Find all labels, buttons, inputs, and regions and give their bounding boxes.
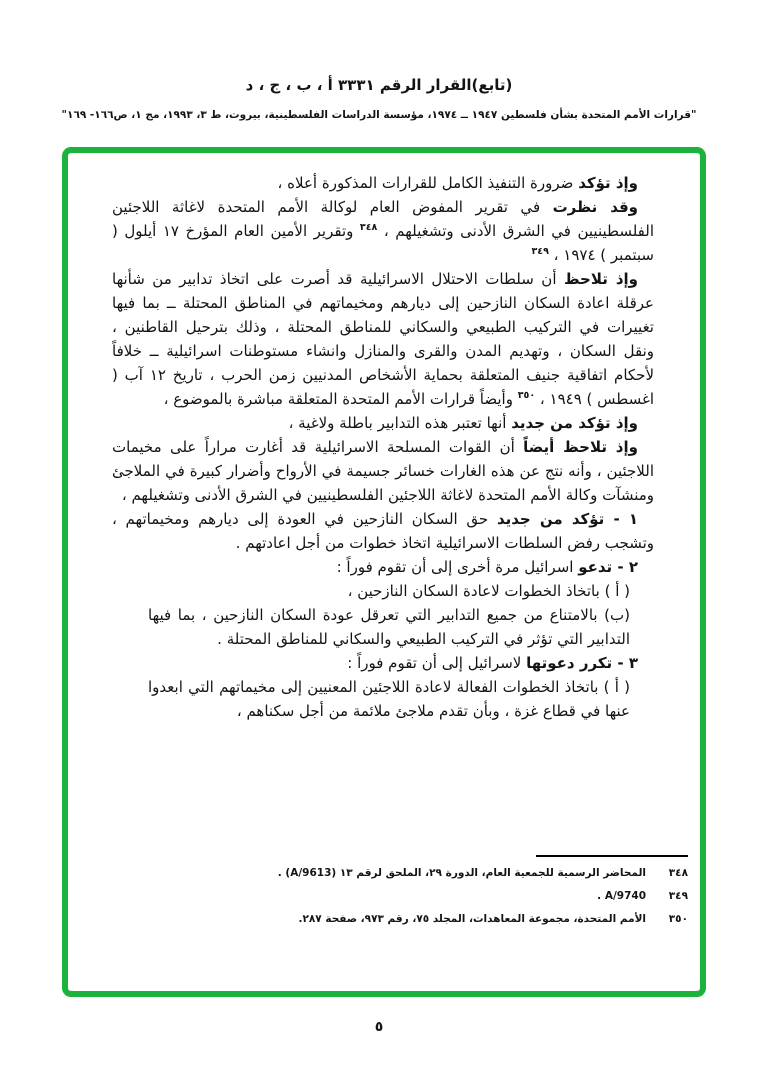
footnote-separator	[536, 855, 688, 857]
clause-text: لاسرائيل إلى أن تقوم فوراً :	[347, 654, 527, 672]
footnote-number: ٣٥٠	[668, 913, 688, 925]
footnote-ref-349: ٣٤٩	[531, 246, 549, 257]
preamble-paragraph	[112, 411, 654, 435]
paragraph-lead: وإذ تؤكد	[578, 174, 638, 192]
paragraph-lead: وإذ تلاحظ	[563, 270, 638, 288]
clause-text: اسرائيل مرة أخرى إلى أن تقوم فوراً :	[336, 558, 579, 576]
sub-clause-2a	[112, 579, 654, 603]
document-title: (تابع)القرار الرقم ٣٣٣١ أ ، ب ، ج ، د	[245, 76, 513, 94]
paragraph-text: وأيضاً قرارات الأمم المتحدة المتعلقة مباشرة بالموضوع ،	[163, 390, 518, 408]
footnote-number: ٣٤٩	[668, 890, 688, 902]
footnote-text: الأمم المتحدة، مجموعة المعاهدات، المجلد ٧٥، رقم ٩٧٣، صفحة ٢٨٧.	[298, 913, 646, 925]
paragraph-text: ضرورة التنفيذ الكامل للقرارات المذكورة أعلاه ،	[277, 174, 579, 192]
footnote-350	[248, 912, 688, 927]
clause-lead: تكرر دعوتها	[526, 654, 613, 672]
source-citation: "قرارات الأمم المتحدة بشأن فلسطين ١٩٤٧ ــ ١٩٧٤، مؤسسة الدراسات الفلسطينية، بيروت، ط ٣، ١٩٩٣، مج ١، ص١٦٦- ١٦٩"	[61, 109, 697, 121]
footnotes-section	[248, 855, 688, 935]
page-number: ٥	[374, 1019, 384, 1035]
preamble-paragraph	[112, 435, 654, 507]
clause-number: ١ -	[604, 510, 639, 528]
paragraph-lead: وإذ تؤكد من جديد	[511, 414, 638, 432]
paragraph-text: أن سلطات الاحتلال الاسرائيلية قد أصرت على اتخاذ تدابير من شأنها عرقلة اعادة السكان النازحين إلى ديارهم ومخيماتهم في المناطق المحتلة ــ بما فيها تغييرات في التركيب الطبيعي والسكاني للمناطق المحتلة ، وذلك بترحيل القاطنين ، ونقل السكان ، وتهديم المدن والقرى والمنازل وانشاء مستوطنات اسرائيلية ــ خلافاً لأحكام اتفاقية جنيف المتعلقة بحماية الأشخاص المدنيين زمن الحرب ، تاريخ ١٢ آب ( اغسطس ) ١٩٤٩ ،	[112, 270, 655, 408]
sub-clause-marker: (ب)	[604, 606, 630, 624]
footnote-349	[248, 889, 688, 904]
resolution-text	[112, 171, 654, 723]
sub-clause-text: باتخاذ الخطوات لاعادة السكان النازحين ،	[347, 582, 605, 600]
operative-clause-2	[112, 555, 654, 579]
sub-clause-2b	[112, 603, 654, 651]
paragraph-text: وتقرير الأمين العام المؤرخ ١٧ أيلول ( سبتمبر ) ١٩٧٤ ،	[112, 222, 654, 264]
footnote-348	[248, 866, 688, 881]
preamble-paragraph	[112, 195, 654, 267]
footnote-ref-350: ٣٥٠	[517, 390, 536, 401]
sub-clause-marker: ( أ )	[604, 582, 630, 600]
preamble-paragraph	[112, 267, 654, 411]
sub-clause-3a	[112, 675, 654, 723]
preamble-paragraph	[112, 171, 654, 195]
clause-number: ٣ -	[612, 654, 638, 672]
clause-text: حق السكان النازحين في العودة إلى ديارهم ومخيماتهم ، وتشجب رفض السلطات الاسرائيلية اتخاذ خطوات من أجل اعادتهم .	[112, 510, 654, 552]
sub-clause-text: باتخاذ الخطوات الفعالة لاعادة اللاجئين المعنيين إلى مخيماتهم التي ابعدوا عنها في قطاع غزة ، وبأن تقدم ملاجئ ملائمة من أجل سكناهم ،	[148, 678, 630, 720]
paragraph-text: أنها تعتبر هذه التدابير باطلة ولاغية ،	[288, 414, 512, 432]
sub-clause-marker: ( أ )	[603, 678, 630, 696]
paragraph-text: أن القوات المسلحة الاسرائيلية قد أغارت مراراً على مخيمات اللاجئين ، وأنه نتج عن هذه الغارات خسائر جسيمة في الأرواح وأضرار كبيرة في الملاجئ ومنشآت وكالة الأمم المتحدة لاغاثة اللاجئين الفلسطينيين في الشرق الأدنى وتشغيلهم ،	[112, 438, 654, 504]
footnote-text: المحاضر الرسمية للجمعية العام، الدورة ٢٩، الملحق لرقم ١٣ (A/9613) .	[277, 867, 646, 879]
sub-clause-text: بالامتناع من جميع التدابير التي تعرقل عودة السكان النازحين ، بما فيها التدابير التي تؤثر في التركيب الطبيعي والسكاني للمناطق المحتلة .	[148, 606, 630, 648]
clause-lead: تدعو	[578, 558, 613, 576]
footnote-number: ٣٤٨	[668, 867, 688, 879]
operative-clause-3	[112, 651, 654, 675]
operative-clause-1	[112, 507, 654, 555]
clause-number: ٢ -	[612, 558, 638, 576]
footnote-ref-348: ٣٤٨	[359, 222, 378, 233]
footnote-text: A/9740 .	[597, 890, 646, 902]
paragraph-lead: وإذ تلاحظ أيضاً	[523, 438, 638, 456]
clause-lead: تؤكد من جديد	[496, 510, 605, 528]
paragraph-text: في تقرير المفوض العام لوكالة الأمم المتحدة لاغاثة اللاجئين الفلسطينيين في الشرق الأدنى وتشغيلهم ،	[112, 198, 654, 240]
paragraph-lead: وقد نظرت	[552, 198, 639, 216]
